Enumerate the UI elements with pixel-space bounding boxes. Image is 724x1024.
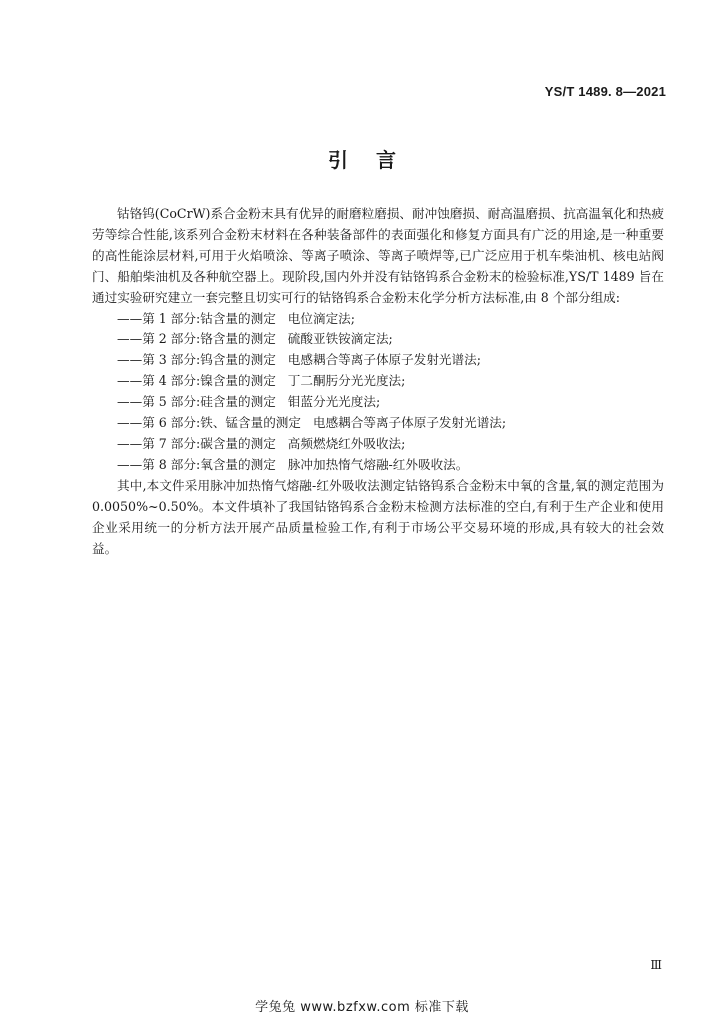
closing-paragraph: 其中,本文件采用脉冲加热惰气熔融-红外吸收法测定钴铬钨系合金粉末中氧的含量,氧的测定范围为 0.0050%~0.50%。本文件填补了我国钴铬钨系合金粉末检测方法标准的空白,有利于生产企业和使用企业采用统一的分析方法开展产品质量检验工作,有利于市场公平交易环境的形成,具有较大的社会效益。 bbox=[92, 477, 664, 556]
part-name: ——第 8 部分:氧含量的测定 bbox=[117, 456, 276, 472]
part-method: 硫酸亚铁铵滴定法; bbox=[287, 331, 393, 347]
part-name: ——第 2 部分:铬含量的测定 bbox=[117, 331, 276, 347]
page-number: Ⅲ bbox=[650, 958, 662, 972]
standard-code: YS/T 1489. 8—2021 bbox=[544, 84, 666, 99]
list-item bbox=[92, 329, 664, 350]
page-title: 引言 bbox=[328, 148, 424, 172]
part-method: 电感耦合等离子体原子发射光谱法; bbox=[287, 352, 481, 368]
footer-watermark: 学兔兔 www.bzfxw.com 标准下载 bbox=[255, 1000, 469, 1015]
list-item bbox=[92, 350, 664, 371]
part-method: 丁二酮肟分光光度法; bbox=[287, 373, 406, 389]
part-name: ——第 1 部分:钴含量的测定 bbox=[117, 310, 276, 326]
part-name: ——第 3 部分:钨含量的测定 bbox=[117, 352, 276, 368]
part-method: 电位滴定法; bbox=[287, 310, 356, 326]
parts-list bbox=[92, 309, 664, 476]
list-item bbox=[92, 434, 664, 455]
list-item bbox=[92, 413, 664, 434]
intro-paragraph: 钴铬钨(CoCrW)系合金粉末具有优异的耐磨粒磨损、耐冲蚀磨损、耐高温磨损、抗高温氧化和热疲劳等综合性能,该系列合金粉末材料在各种装备部件的表面强化和修复方面具有广泛的用途,是一种重要的高性能涂层材料,可用于火焰喷涂、等离子喷涂、等离子喷焊等,已广泛应用于机车柴油机、核电站阀门、船舶柴油机及各种航空器上。现阶段,国内外并没有钴铬钨系合金粉末的检验标准,YS/T 1489 旨在通过实验研究建立一套完整且切实可行的钴铬钨系合金粉末化学分析方法标准,由 8 个部分组成: bbox=[92, 206, 664, 305]
part-method: 脉冲加热惰气熔融-红外吸收法。 bbox=[287, 456, 469, 472]
part-name: ——第 5 部分:硅含量的测定 bbox=[117, 394, 276, 410]
part-method: 高频燃烧红外吸收法; bbox=[287, 435, 406, 451]
list-item bbox=[92, 371, 664, 392]
list-item bbox=[92, 455, 664, 476]
part-method: 钼蓝分光光度法; bbox=[287, 394, 381, 410]
part-method: 电感耦合等离子体原子发射光谱法; bbox=[312, 415, 507, 431]
part-name: ——第 7 部分:碳含量的测定 bbox=[117, 435, 276, 451]
document-body bbox=[92, 204, 664, 559]
list-item bbox=[92, 309, 664, 330]
part-name: ——第 4 部分:镍含量的测定 bbox=[117, 373, 276, 389]
part-name: ——第 6 部分:铁、锰含量的测定 bbox=[117, 415, 301, 431]
list-item bbox=[92, 392, 664, 413]
